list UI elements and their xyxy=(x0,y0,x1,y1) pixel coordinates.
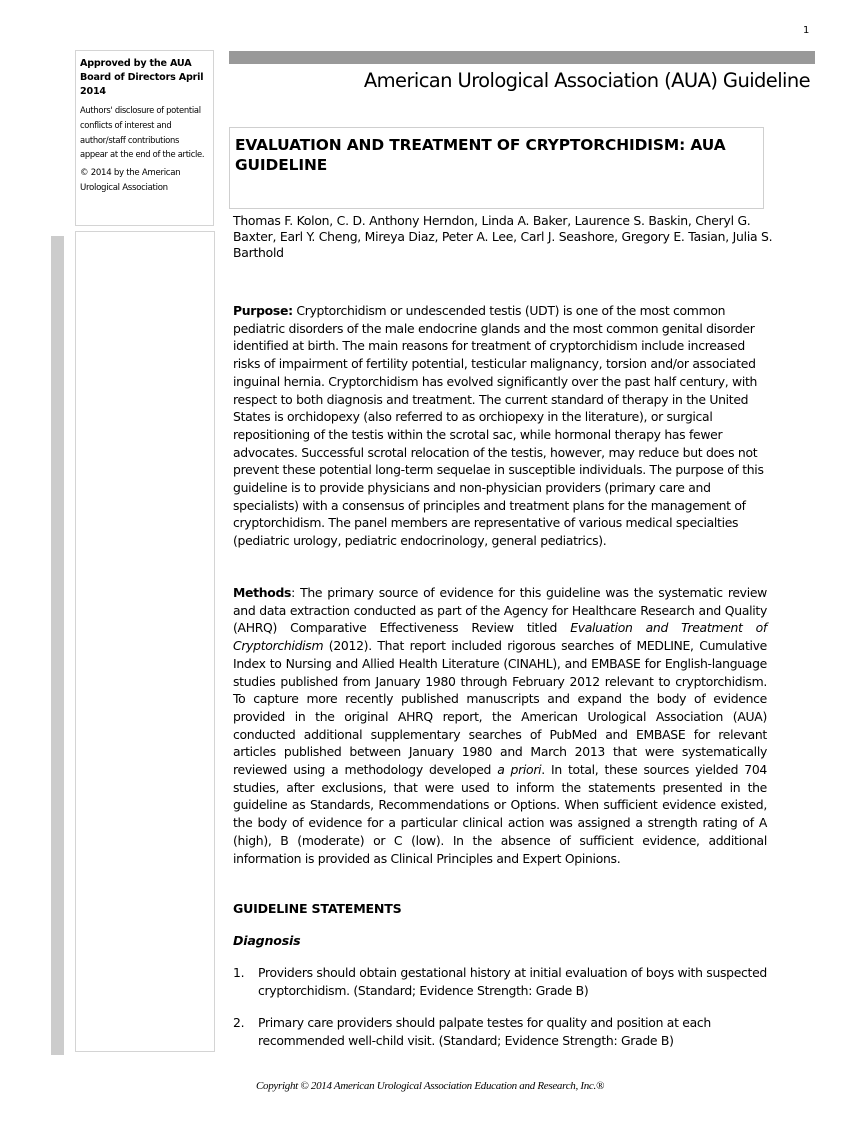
methods-paragraph xyxy=(233,584,767,867)
document-title: EVALUATION AND TREATMENT OF CRYPTORCHIDISM: AUA GUIDELINE xyxy=(235,136,726,174)
methods-label: Methods xyxy=(233,585,292,600)
statement-number: 1. xyxy=(233,965,245,980)
author-list: Thomas F. Kolon, C. D. Anthony Herndon, Linda A. Baker, Laurence S. Baskin, Cheryl G. Baxter, Earl Y. Cheng, Mireya Diaz, Peter A. Lee, Carl J. Seashore, Gregory E. Tasian, Julia S. Barthold xyxy=(233,213,773,260)
statement-text: Primary care providers should palpate testes for quality and position at each recommended well-child visit. (Standard; Evidence Strength: Grade B) xyxy=(258,1015,711,1048)
statement-item xyxy=(233,964,767,999)
diagnosis-heading: Diagnosis xyxy=(233,933,301,948)
disclosure-note: Authors' disclosure of potential conflicts of interest and author/staff contributions appear at the end of the article. xyxy=(80,105,205,160)
statement-number: 2. xyxy=(233,1015,245,1030)
methods-text-3: . In total, these sources yielded 704 studies, after exclusions, that were used to inform the statements presented in the guideline as Standards, Recommendations or Options. When sufficient evidence existed, the body of evidence for a particular clinical action was assigned a strength rating of A (high), B (moderate) or C (low). In the absence of sufficient evidence, additional information is provided as Clinical Principles and Expert Opinions. xyxy=(233,762,768,866)
approval-note: Approved by the AUA Board of Directors April 2014 xyxy=(80,58,204,97)
purpose-paragraph xyxy=(233,302,767,550)
sidebar-accent-strip xyxy=(51,236,64,1055)
sidebar-empty-box xyxy=(75,231,215,1052)
footer-copyright: Copyright © 2014 American Urological Association Education and Research, Inc.® xyxy=(256,1080,605,1092)
sidebar-info-box xyxy=(75,50,214,226)
title-box xyxy=(229,127,764,209)
page-number: 1 xyxy=(803,25,810,36)
purpose-label: Purpose: xyxy=(233,303,293,318)
organization-title: American Urological Association (AUA) Guideline xyxy=(363,69,810,92)
purpose-text: Cryptorchidism or undescended testis (UDT) is one of the most common pediatric disorders of the male endocrine glands and the most common genital disorder identified at birth. The main reasons for treatment of cryptorchidism include increased risks of impairment of fertility potential, testicular malignancy, torsion and/or associated inguinal hernia. Cryptorchidism has evolved significantly over the past half century, with respect to both diagnosis and treatment. The current standard of therapy in the United States is orchidopexy (also referred to as orchiopexy in the literature), or surgical repositioning of the testis within the scrotal sac, while hormonal therapy has fewer advocates. Successful scrotal relocation of the testis, however, may reduce but does not prevent these potential long-term sequelae in susceptible individuals. The purpose of this guideline is to provide physicians and non-physician providers (primary care and specialists) with a consensus of principles and treatment plans for the management of cryptorchidism. The panel members are representative of various medical specialties (pediatric urology, pediatric endocrinology, general pediatrics). xyxy=(233,303,764,549)
header-bar xyxy=(229,51,815,64)
statement-item xyxy=(233,1014,767,1049)
a-priori-term: a priori xyxy=(497,762,542,778)
report-title: Evaluation and Treatment of Cryptorchidism xyxy=(233,620,767,654)
guideline-statements-heading: GUIDELINE STATEMENTS xyxy=(233,901,402,916)
methods-text-2: (2012). That report included rigorous searches of MEDLINE, Cumulative Index to Nursing and Allied Health Literature (CINAHL), and EMBASE for English-language studies published from January 1980 through February 2012 relevant to cryptorchidism. To capture more recently published manuscripts and expand the body of evidence provided in the original AHRQ report, the American Urological Association (AUA) conducted additional supplementary searches of PubMed and EMBASE for relevant articles published between January 1980 and March 2013 that were systematically reviewed using a methodology developed xyxy=(233,638,767,778)
methods-text-1: : The primary source of evidence for this guideline was the systematic review and data extraction conducted as part of the Agency for Healthcare Research and Quality (AHRQ) Comparative Effectiveness Review titled xyxy=(233,585,767,636)
statement-text: Providers should obtain gestational history at initial evaluation of boys with suspected cryptorchidism. (Standard; Evidence Strength: Grade B) xyxy=(258,965,767,998)
sidebar-copyright: © 2014 by the American Urological Association xyxy=(80,168,181,194)
